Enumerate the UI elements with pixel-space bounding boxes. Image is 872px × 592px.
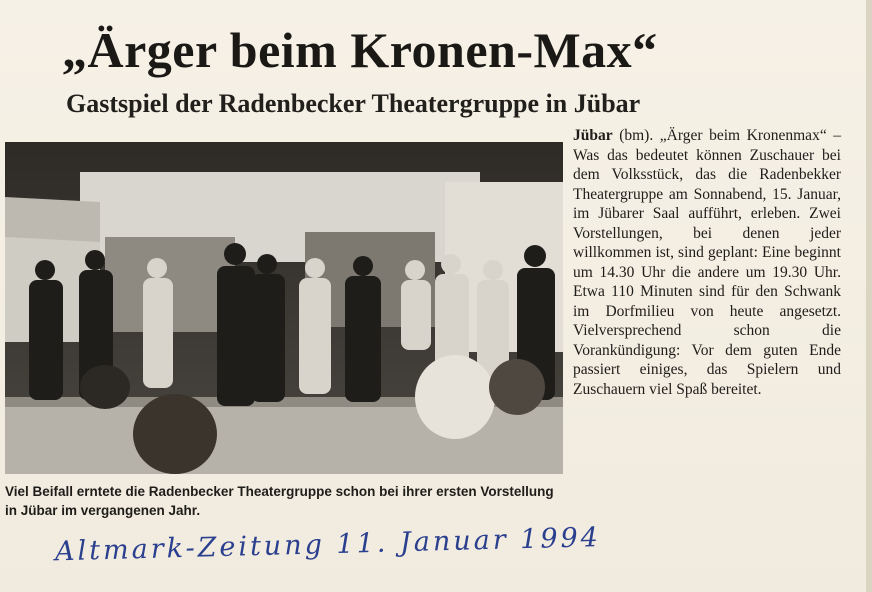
stage-photo — [5, 142, 563, 474]
article-body — [573, 126, 841, 399]
subheadline: Gastspiel der Radenbecker Theatergruppe in Jübar — [66, 89, 641, 118]
handwritten-source-note: Altmark-Zeitung 11. Januar 1994 — [54, 522, 602, 568]
article-text: (bm). „Ärger beim Kronenmax“ – Was das bedeutet können Zuschauer bei dem Volksstück, das die Radenbekker Theatergruppe am Sonnabend, 15. Januar, im Jübarer Saal aufführt, erleben. Zwei Vorstellungen, bei denen jeder willkommen ist, sind geplant: Eine beginnt um 14.30 Uhr die andere um 19.30 Uhr. Etwa 110 Minuten sind für den Schwank im Dorfmilieu von heute angesetzt. Vielversprechend schon die Vorankündigung: Vor dem guten Ende passiert einiges, das Spielern und Zuschauern viel Spaß bereitet. — [573, 127, 842, 398]
article-dateline: Jübar — [573, 127, 613, 144]
headline: „Ärger beim Kronen-Max“ — [62, 22, 658, 78]
photo-caption: Viel Beifall erntete die Radenbecker Theatergruppe schon bei ihrer ersten Vorstellung in Jübar im vergangenen Jahr. — [5, 484, 554, 518]
paper-edge — [866, 0, 872, 592]
stage-photo-image — [5, 142, 563, 474]
